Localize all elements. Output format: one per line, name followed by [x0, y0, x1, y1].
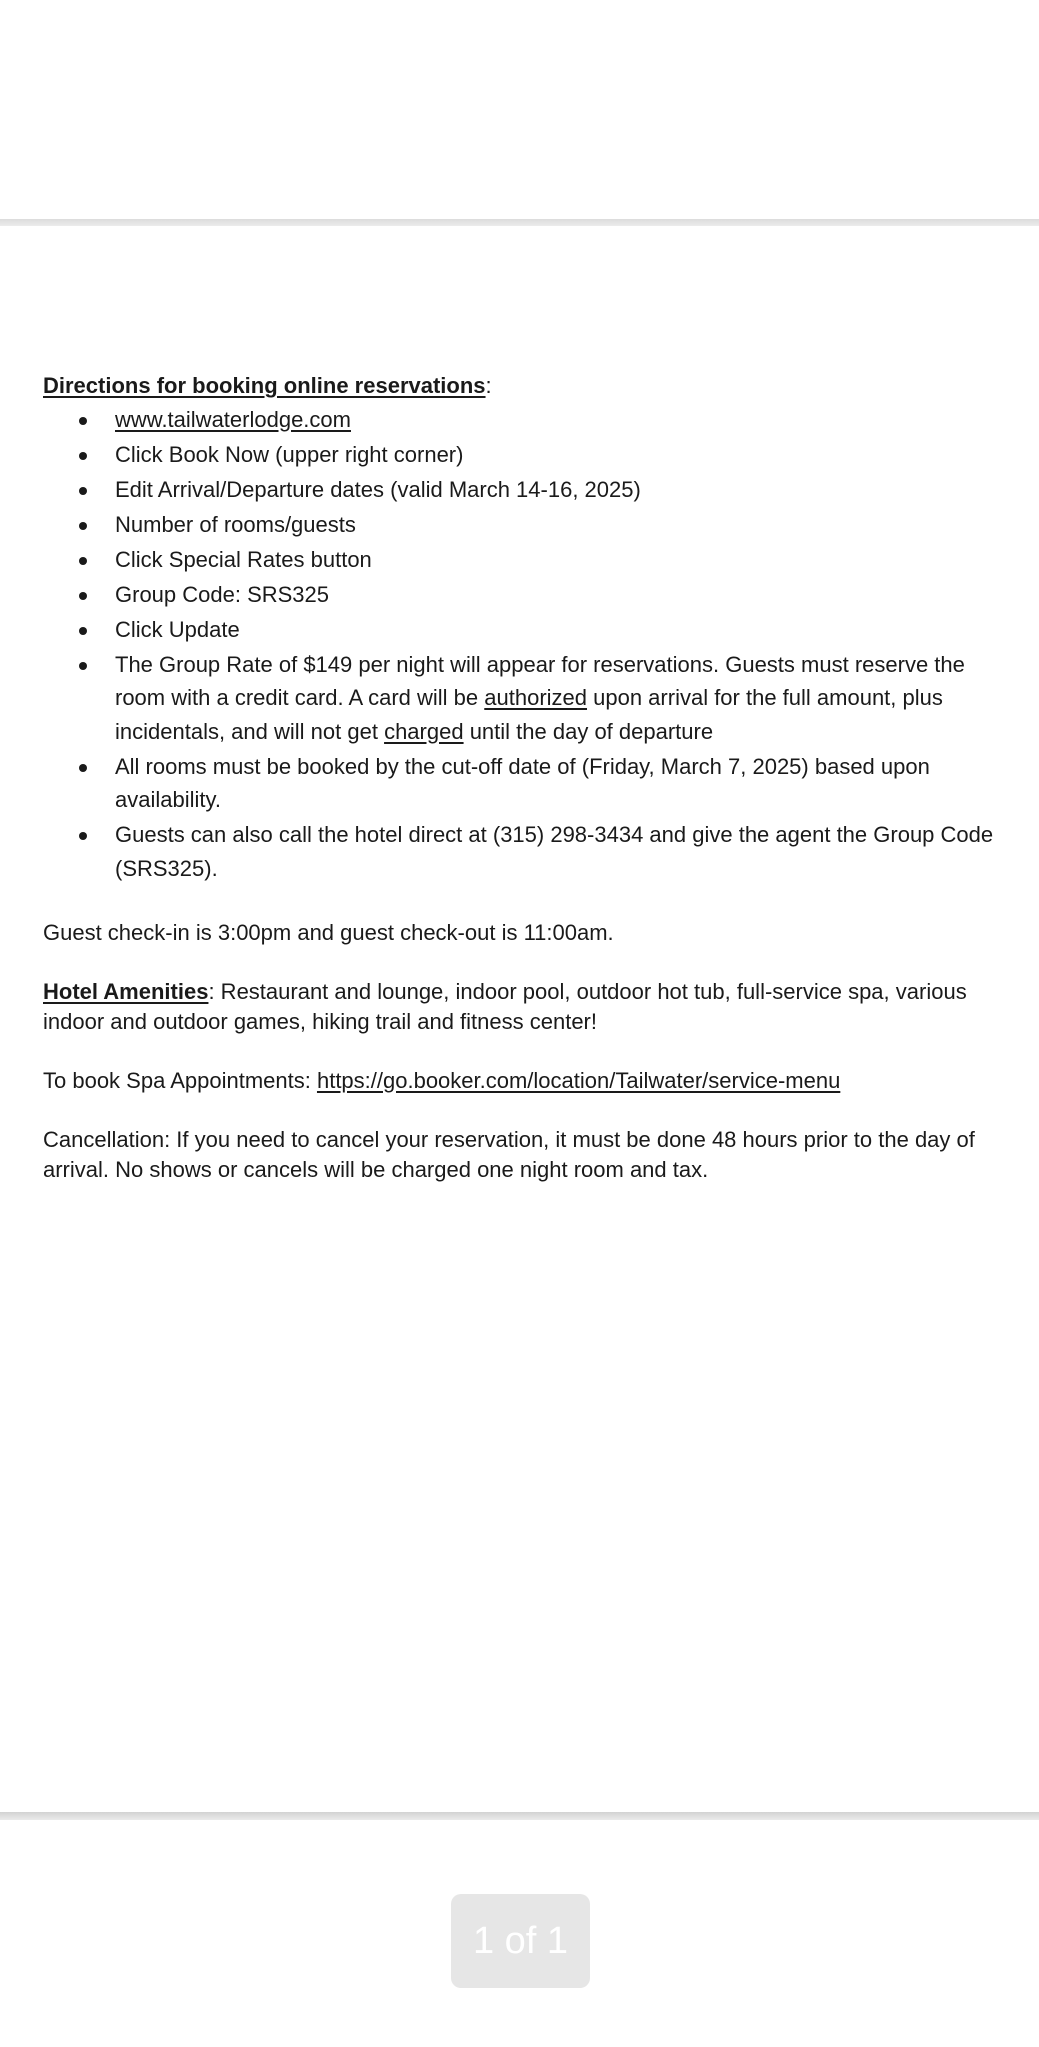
charged-term: charged: [384, 718, 464, 744]
page-indicator: 1 of 1: [451, 1894, 590, 1988]
checkin-paragraph: Guest check-in is 3:00pm and guest check-out is 11:00am.: [43, 920, 614, 945]
list-item: [115, 750, 1003, 817]
list-item-text: Click Special Rates button: [115, 546, 372, 572]
amenities-label: Hotel Amenities: [43, 979, 209, 1004]
list-item: [115, 613, 1003, 647]
list-item: [115, 648, 1003, 749]
bullet-icon: [79, 557, 87, 565]
bullet-icon: [79, 417, 87, 425]
authorized-term: authorized: [484, 685, 588, 710]
list-item-text: All rooms must be booked by the cut-off date of (Friday, March 7, 2025) based upon availability.: [115, 753, 930, 812]
list-item: [115, 473, 1003, 507]
list-item-text: Number of rooms/guests: [115, 511, 356, 537]
bullet-icon: [79, 592, 87, 600]
spa-link[interactable]: https://go.booker.com/location/Tailwater/service-menu: [316, 1068, 841, 1093]
list-item: [115, 578, 1003, 612]
booking-steps-list: [43, 403, 1003, 886]
page-bottom-edge: [0, 1812, 1039, 1820]
spa-label: To book Spa Appointments:: [43, 1068, 317, 1093]
page-content: [43, 369, 1003, 1185]
spa-paragraph: [43, 1066, 1003, 1096]
list-item-text: Group Code: SRS325: [115, 581, 330, 607]
bullet-icon: [79, 764, 87, 772]
bullet-icon: [79, 627, 87, 635]
document-page: [0, 226, 1039, 1962]
bullet-icon: [79, 522, 87, 530]
heading-colon: :: [485, 373, 492, 398]
list-item: [115, 403, 1003, 437]
booking-directions-heading: [43, 369, 1003, 403]
list-item-text: Guests can also call the hotel direct at (315) 298-3434 and give the agent the Group Code (SRS325).: [115, 822, 994, 881]
list-item-text: Click Update: [115, 616, 240, 642]
booking-directions-title: Directions for booking online reservations: [43, 373, 486, 398]
website-link[interactable]: www.tailwaterlodge.com: [115, 406, 351, 432]
bullet-icon: [79, 452, 87, 460]
bullet-icon: [79, 487, 87, 495]
amenities-paragraph: [43, 977, 1003, 1037]
bullet-icon: [79, 832, 87, 840]
group-rate-text: [115, 652, 965, 744]
group-rate-text-part: The Group Rate of $149 per night will appear for reservations. Guests must reserve the room with a credit card. A card will be: [115, 651, 965, 710]
group-rate-text-part: until the day of departure: [463, 718, 714, 744]
amenities-text: : Restaurant and lounge, indoor pool, outdoor hot tub, full-service spa, various indoor and outdoor games, hiking trail and fitness center!: [43, 979, 967, 1034]
bullet-icon: [79, 662, 87, 670]
list-item: [115, 508, 1003, 542]
list-item: [115, 818, 1003, 885]
cancellation-paragraph: Cancellation: If you need to cancel your reservation, it must be done 48 hours prior to the day of arrival. No shows or cancels will be charged one night room and tax.: [43, 1127, 975, 1182]
list-item-text: Click Book Now (upper right corner): [115, 441, 464, 467]
list-item: [115, 438, 1003, 472]
list-item-text: Edit Arrival/Departure dates (valid March 14-16, 2025): [115, 476, 641, 502]
list-item: [115, 543, 1003, 577]
page-top-edge: [0, 219, 1039, 226]
group-rate-text-part: upon arrival for the full amount, plus incidentals, and will not get: [115, 685, 943, 744]
